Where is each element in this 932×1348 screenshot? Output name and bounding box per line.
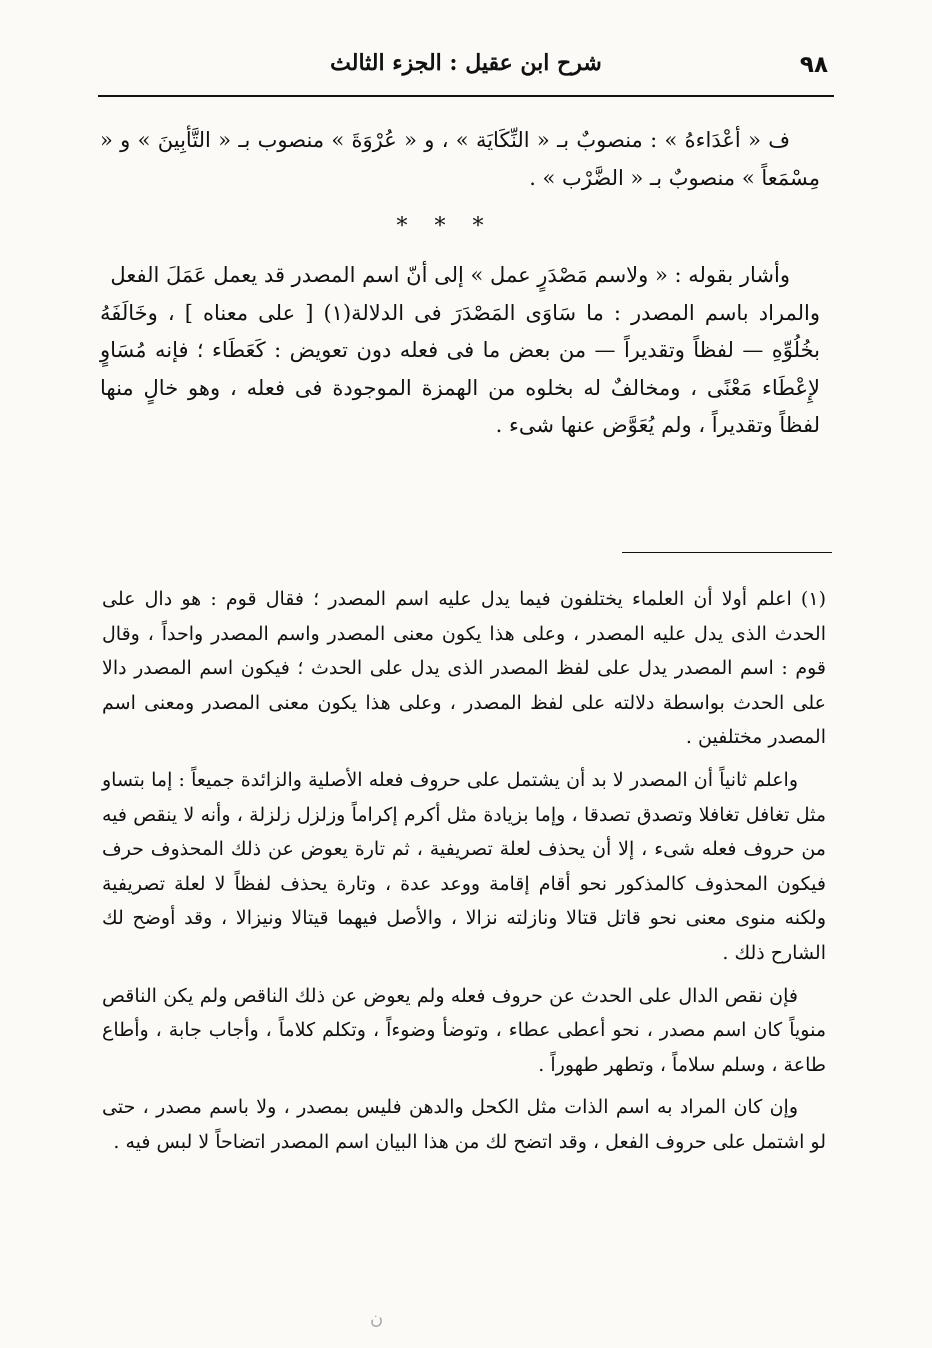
paragraph-3: والمراد باسم المصدر : ما سَاوَى المَصْدَرَ فى الدلالة(١) [ على معناه ] ، وخَالَفَهُ بخُلُوِّهِ — لفظاً وتقديراً — من بعض ما فى فعله دون تعويض : كَعَطَاء ؛ فإنه مُسَاوٍ لإِعْطَاء مَعْنًى ، ومخالفٌ له بخلوه من الهمزة الموجودة فى فعله ، وهو خالٍ منها لفظاً وتقديراً ، ولم يُعَوَّض عنها شىء . bbox=[100, 300, 821, 437]
page-header bbox=[98, 46, 834, 92]
footnote-rule bbox=[622, 552, 832, 553]
footnote-1: (١) اعلم أولا أن العلماء يختلفون فيما يدل عليه اسم المصدر ؛ فقال قوم : هو دال على الحدث الذى يدل عليه المصدر ، وعلى هذا يكون معنى المصدر واسم المصدر واحداً ، وقال قوم : اسم المصدر يدل على لفظ المصدر الذى يدل على الحدث ؛ فيكون اسم المصدر دالا على الحدث بواسطة دلالته على لفظ المصدر ، وعلى هذا يكون معنى المصدر ومعنى اسم المصدر مختلفين . bbox=[102, 588, 826, 749]
paragraph-2: وأشار بقوله : « ولاسم مَصْدَرٍ عمل » إلى أنّ اسم المصدر قد يعمل عَمَلَ الفعل bbox=[110, 263, 790, 287]
page-mark: ن bbox=[370, 1308, 384, 1329]
footnote-paragraph-3: فإن نقص الدال على الحدث عن حروف فعله ولم يعوض عن ذلك الناقص ولم يكن الناقص منوياً كان اسم مصدر ، نحو أعطى عطاء ، وتوضأ وضوءاً ، وتكلم كلاماً ، وأجاب جابة ، وأطاع طاعة ، وسلم سلاماً ، وتطهر طهوراً . bbox=[102, 984, 826, 1076]
running-title: شرح ابن عقيل : الجزء الثالث bbox=[330, 50, 602, 76]
footnotes bbox=[102, 582, 826, 1168]
footnote-paragraph-2: واعلم ثانياً أن المصدر لا بد أن يشتمل على حروف فعله الأصلية والزائدة جميعاً : إما بتساو مثل تغافل تغافلا وتصدق تصدقا ، وإما بزيادة مثل أكرم إكراماً وزلزل زلزلة ، وأنه لا ينقص فيه من حروف فعله شىء ، إلا أن يحذف لعلة تصريفية ، ثم تارة يعوض عن ذلك المحذوف حرف فيكون المحذوف كالمذكور نحو أقام إقامة ووعد عدة ، وتارة يحذف لفظاً لا لعلة تصريفية ولكنه منوى معنى نحو قاتل قتالا ونازلته نزالا ، والأصل فيهما قيتالا ونيزالا ، وقد أوضح لك الشارح ذلك . bbox=[102, 768, 826, 964]
page-number: ٩٨ bbox=[799, 52, 828, 78]
header-rule bbox=[98, 95, 834, 97]
main-text bbox=[100, 122, 820, 445]
paragraph-1: ف « أعْدَاءهُ » : منصوبٌ بـ « النِّكَايَة » ، و « عُرْوَةَ » منصوب بـ « التَّأبِينَ » و « مِسْمَعاً » منصوبٌ بـ « الضَّرْب » . bbox=[100, 128, 820, 190]
section-separator: * * * bbox=[396, 214, 494, 239]
footnote-paragraph-4: وإن كان المراد به اسم الذات مثل الكحل والدهن فليس بمصدر ، ولا باسم مصدر ، حتى لو اشتمل على حروف الفعل ، وقد اتضح لك من هذا البيان اسم المصدر اتضاحاً لا لبس فيه . bbox=[102, 1096, 826, 1153]
